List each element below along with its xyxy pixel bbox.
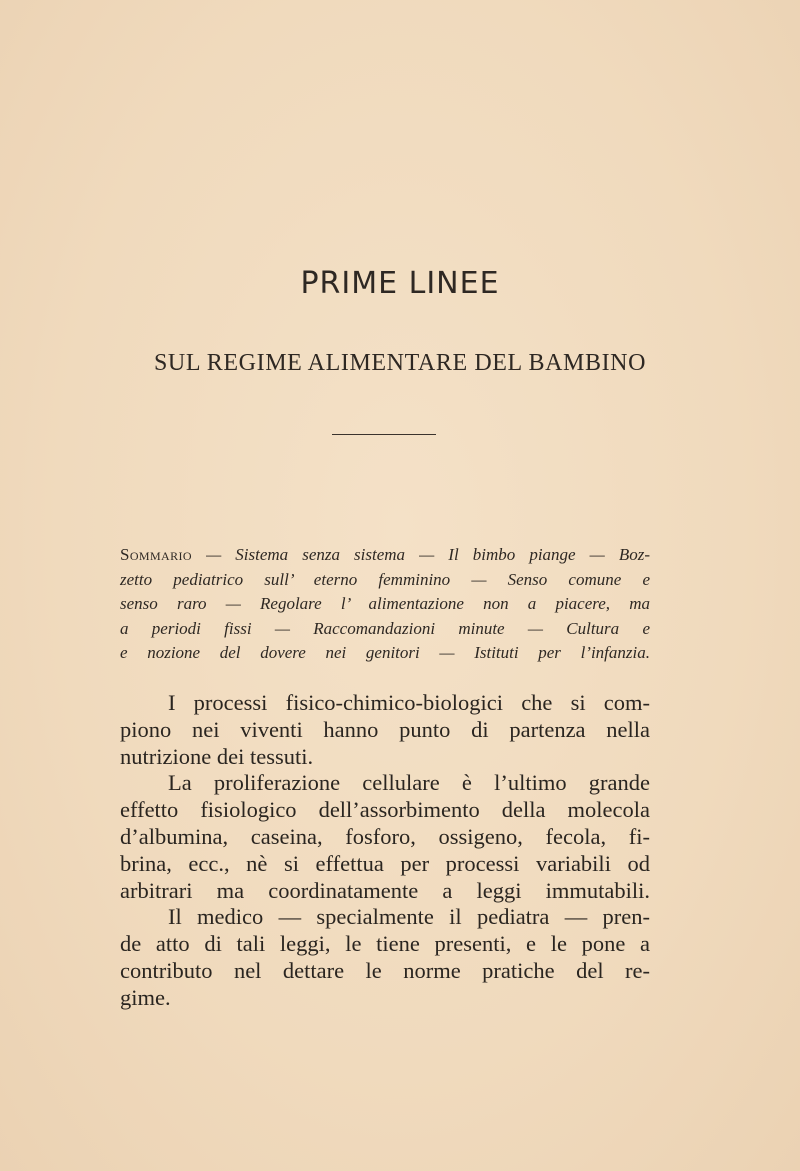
summary-line: a periodi fissi — Raccomandazioni minute — Cultura e — [120, 618, 650, 638]
body-line: Il medico — specialmente il pediatra — pren- — [168, 904, 650, 930]
page-title: PRIME LINEE — [300, 266, 500, 301]
body-line: I processi fisico-chimico-biologici che si com- — [168, 690, 650, 715]
body-line: brina, ecc., nè si effettua per processi variabili od — [120, 850, 650, 876]
summary-label: Sommario — [120, 545, 192, 564]
body-line: nutrizione dei tessuti. — [120, 743, 314, 769]
summary-text: — Sistema senza sistema — Il bimbo piange — Boz- — [206, 545, 651, 564]
title-divider — [332, 434, 436, 435]
body-line: piono nei viventi hanno punto di partenza nella — [120, 716, 650, 742]
chapter-summary — [120, 543, 650, 666]
body-line: contributo nel dettare le norme pratiche del re- — [120, 957, 650, 983]
summary-line: e nozione del dovere nei genitori — Istituti per l’infanzia. — [120, 643, 650, 662]
body-line: arbitrari ma coordinatamente a leggi immutabili. — [120, 877, 650, 903]
summary-line: zetto pediatrico sull’ eterno femminino — Senso comune e — [120, 569, 650, 589]
summary-line: senso raro — Regolare l’ alimentazione non a piacere, ma — [120, 594, 650, 613]
body-line: gime. — [120, 984, 171, 1010]
summary-line — [120, 543, 650, 568]
page-subtitle: SUL REGIME ALIMENTARE DEL BAMBINO — [153, 350, 647, 376]
body-line: d’albumina, caseina, fosforo, ossigeno, fecola, fi- — [120, 823, 650, 849]
body-line: La proliferazione cellulare è l’ultimo grande — [168, 770, 650, 796]
body-paragraphs — [120, 690, 650, 1012]
body-line: effetto fisiologico dell’assorbimento della molecola — [120, 797, 650, 823]
body-line: de atto di tali leggi, le tiene presenti, e le pone a — [120, 931, 650, 957]
